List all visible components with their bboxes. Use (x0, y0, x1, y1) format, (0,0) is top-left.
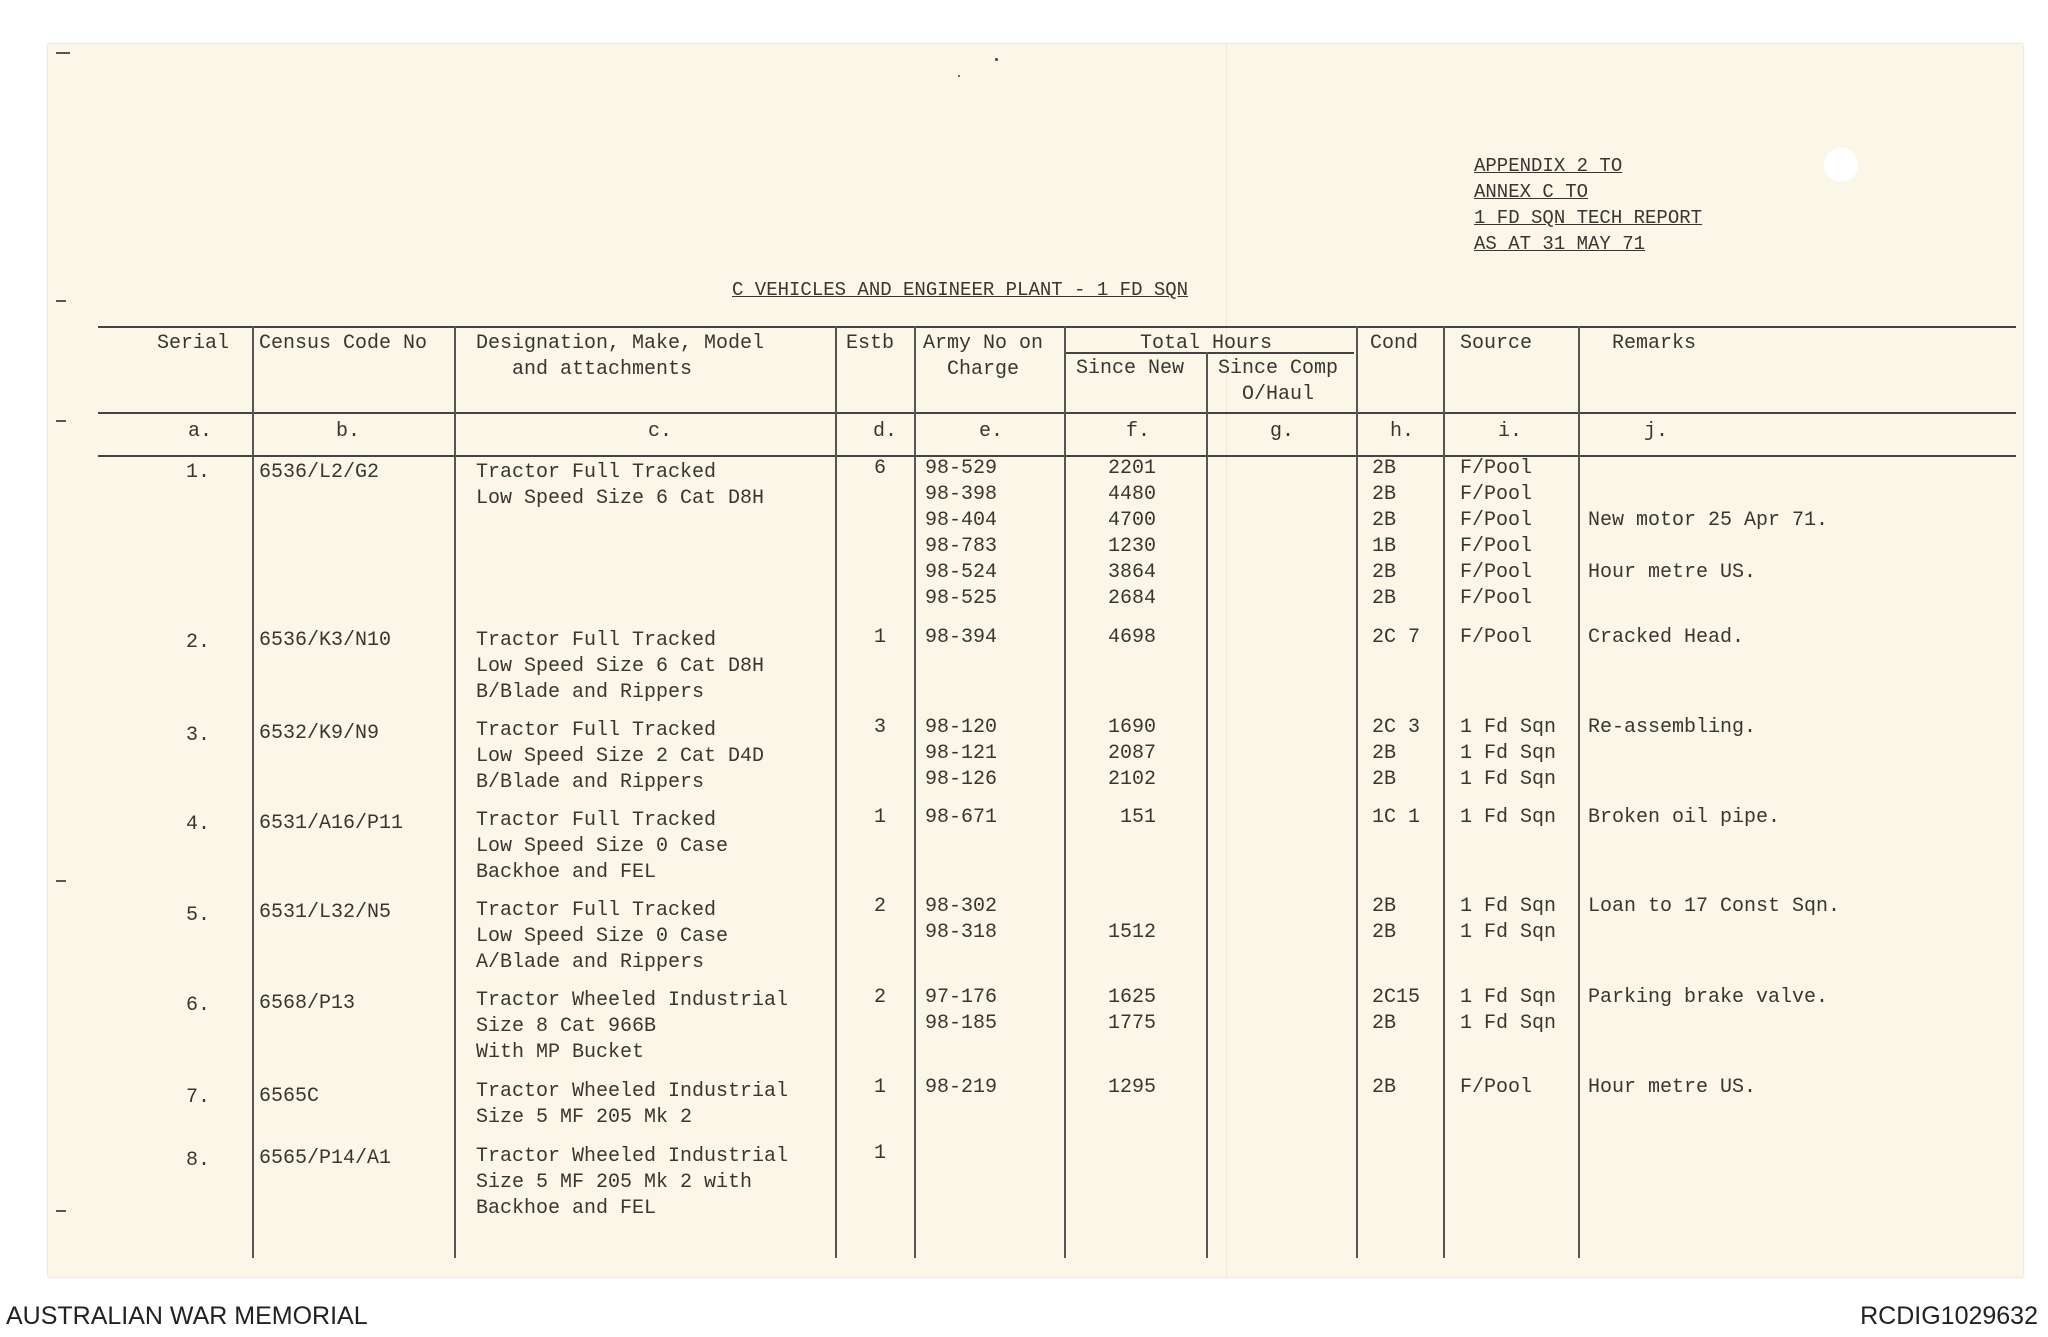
row-remarks: Hour metre US. (1588, 1076, 1757, 1099)
row-since-new: 1295 (1107, 1076, 1156, 1099)
row-census-code: 6568/P13 (259, 992, 356, 1015)
paper-fold (1226, 44, 1227, 1277)
ink-speck (958, 75, 960, 77)
row-estb: 1 (874, 1142, 887, 1165)
column-divider (252, 326, 254, 1258)
row-serial: 5. (186, 904, 211, 927)
row-estb: 2 (874, 986, 887, 1009)
row-army-no: 98-394 (925, 626, 998, 649)
row-cond: 2B 2B 2B 1B 2B 2B (1372, 457, 1397, 610)
row-serial: 1. (186, 461, 211, 484)
column-divider (914, 326, 916, 1258)
column-divider (1443, 326, 1445, 1258)
column-letter-a: a. (187, 420, 212, 443)
row-census-code: 6565C (259, 1085, 320, 1108)
column-divider (454, 326, 456, 1258)
row-since-new: 151 (1119, 806, 1156, 829)
row-since-new: 4698 (1107, 626, 1156, 649)
column-letter-c: c. (647, 420, 672, 443)
row-estb: 3 (874, 716, 887, 739)
row-source: 1 Fd Sqn 1 Fd Sqn (1460, 895, 1557, 944)
row-remarks: Cracked Head. (1588, 626, 1745, 649)
header-designation: Designation, Make, Model and attachments (476, 332, 765, 381)
header-army-no: Army No on Charge (923, 332, 1044, 381)
column-letter-g: g. (1269, 420, 1294, 443)
row-cond: 2C 3 2B 2B (1372, 716, 1421, 791)
column-divider (1064, 326, 1066, 1258)
ink-speck (995, 58, 998, 61)
header-source: Source (1460, 332, 1533, 355)
header-since-comp: Since Comp O/Haul (1218, 357, 1339, 406)
row-estb: 6 (874, 457, 887, 480)
row-census-code: 6565/P14/A1 (259, 1147, 392, 1170)
row-estb: 2 (874, 895, 887, 918)
edge-mark (56, 420, 66, 422)
row-designation: Tractor Full Tracked Low Speed Size 0 Case Backhoe and FEL (476, 809, 729, 884)
header-remarks: Remarks (1612, 332, 1697, 355)
footer-record-id: RCDIG1029632 (1860, 1302, 2038, 1330)
column-letter-j: j. (1643, 420, 1668, 443)
row-serial: 4. (186, 813, 211, 836)
column-divider (1356, 326, 1358, 1258)
row-source: 1 Fd Sqn (1460, 806, 1557, 829)
row-cond: 2B (1372, 1076, 1397, 1099)
punch-hole (1824, 148, 1858, 182)
row-army-no: 98-671 (925, 806, 998, 829)
header-serial: Serial (157, 332, 230, 355)
annex-line: ANNEX C TO (1474, 181, 1589, 203)
appendix-line: APPENDIX 2 TO (1474, 155, 1623, 177)
row-census-code: 6531/A16/P11 (259, 812, 404, 835)
row-designation: Tractor Wheeled Industrial Size 5 MF 205 Mk 2 with Backhoe and FEL (476, 1145, 789, 1220)
column-divider (835, 326, 837, 1258)
edge-mark (56, 52, 70, 54)
row-army-no: 98-302 98-318 (925, 895, 998, 944)
row-source: 1 Fd Sqn 1 Fd Sqn 1 Fd Sqn (1460, 716, 1557, 791)
row-cond: 2C15 2B (1372, 986, 1421, 1035)
column-divider (1578, 326, 1580, 1258)
row-designation: Tractor Wheeled Industrial Size 5 MF 205 Mk 2 (476, 1080, 789, 1129)
row-designation: Tractor Full Tracked Low Speed Size 6 Cat D8H (476, 461, 765, 510)
row-since-new: 1690 2087 2102 (1107, 716, 1156, 791)
page-title: C VEHICLES AND ENGINEER PLANT - 1 FD SQN (732, 279, 1189, 301)
header-since-new: Since New (1076, 357, 1185, 380)
column-letter-i: i. (1497, 420, 1522, 443)
table-top-rule (98, 326, 2016, 328)
column-letter-h: h. (1389, 420, 1414, 443)
row-census-code: 6536/K3/N10 (259, 629, 392, 652)
row-army-no: 98-120 98-121 98-126 (925, 716, 998, 791)
edge-mark (56, 880, 66, 882)
row-serial: 6. (186, 994, 211, 1017)
row-source: F/Pool (1460, 1076, 1533, 1099)
row-cond: 1C 1 (1372, 806, 1421, 829)
row-designation: Tractor Full Tracked Low Speed Size 2 Cat D4D B/Blade and Rippers (476, 719, 765, 794)
header-rule (98, 412, 2016, 414)
row-source: 1 Fd Sqn 1 Fd Sqn (1460, 986, 1557, 1035)
row-cond: 2C 7 (1372, 626, 1421, 649)
row-census-code: 6536/L2/G2 (259, 461, 380, 484)
row-designation: Tractor Full Tracked Low Speed Size 6 Cat D8H B/Blade and Rippers (476, 629, 765, 704)
row-remarks: New motor 25 Apr 71. Hour metre US. (1588, 509, 1829, 584)
row-remarks: Re-assembling. (1588, 716, 1757, 739)
row-serial: 3. (186, 724, 211, 747)
edge-mark (56, 300, 66, 302)
row-since-new: 1512 (1107, 921, 1156, 944)
row-serial: 2. (186, 631, 211, 654)
row-serial: 8. (186, 1149, 211, 1172)
column-letter-f: f. (1125, 420, 1150, 443)
date-line: AS AT 31 MAY 71 (1474, 233, 1646, 255)
header-cond: Cond (1370, 332, 1419, 355)
row-source: F/Pool F/Pool F/Pool F/Pool F/Pool F/Pool (1460, 457, 1533, 610)
row-army-no: 98-219 (925, 1076, 998, 1099)
header-estb: Estb (846, 332, 895, 355)
footer-source-label: AUSTRALIAN WAR MEMORIAL (6, 1302, 368, 1330)
row-cond: 2B 2B (1372, 895, 1397, 944)
column-letter-d: d. (872, 420, 897, 443)
row-army-no: 97-176 98-185 (925, 986, 998, 1035)
row-since-new: 2201 4480 4700 1230 3864 2684 (1107, 457, 1156, 610)
row-designation: Tractor Full Tracked Low Speed Size 0 Case A/Blade and Rippers (476, 899, 729, 974)
row-remarks: Loan to 17 Const Sqn. (1588, 895, 1841, 918)
header-census-code: Census Code No (259, 332, 428, 355)
row-remarks: Broken oil pipe. (1588, 806, 1781, 829)
header-total-hours: Total Hours (1140, 332, 1273, 355)
row-designation: Tractor Wheeled Industrial Size 8 Cat 966B With MP Bucket (476, 989, 789, 1064)
edge-mark (56, 1210, 66, 1212)
column-letter-b: b. (335, 420, 360, 443)
row-census-code: 6532/K9/N9 (259, 722, 380, 745)
report-line: 1 FD SQN TECH REPORT (1474, 207, 1703, 229)
row-army-no: 98-529 98-398 98-404 98-783 98-524 98-525 (925, 457, 998, 610)
row-census-code: 6531/L32/N5 (259, 901, 392, 924)
column-divider (1206, 352, 1208, 1258)
row-source: F/Pool (1460, 626, 1533, 649)
row-remarks: Parking brake valve. (1588, 986, 1829, 1009)
row-estb: 1 (874, 806, 887, 829)
row-estb: 1 (874, 1076, 887, 1099)
row-estb: 1 (874, 626, 887, 649)
column-letter-e: e. (978, 420, 1003, 443)
row-serial: 7. (186, 1086, 211, 1109)
row-since-new: 1625 1775 (1107, 986, 1156, 1035)
